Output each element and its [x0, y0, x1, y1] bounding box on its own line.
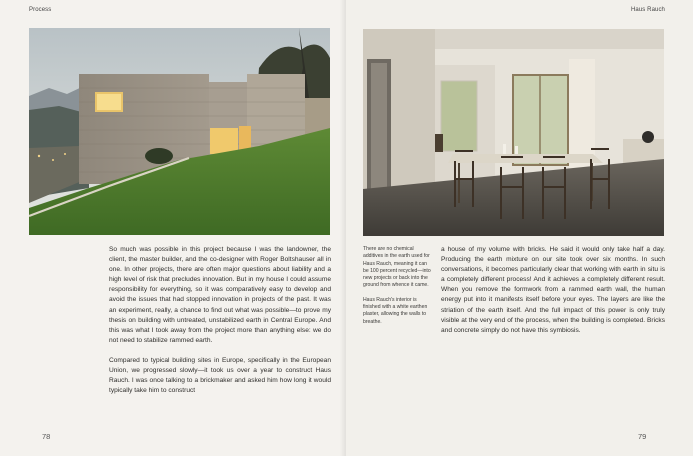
- exterior-photo-image: [29, 28, 330, 235]
- running-head-left: Process: [29, 7, 52, 13]
- interior-photo-image: [363, 29, 664, 236]
- right-page: [346, 0, 693, 456]
- body-paragraph: So much was possible in this project because I was the landowner, the client, the master builder, and the co-designer with Roger Boltshauser all in one. In other projects, there are often major questions about liability and a high level of risk that precludes innovation. But in my house I could assume responsibility for everything, so it was comparatively easy to develop and avoid the issues that had stopped innovation in projects of the past. It was an experiment, really, a chance to find out what was possible—to prove my thesis on building with untreated, unstabilized earth in Central Europe. And this was what I took away from the project more than anything else: we do not need to stabilize rammed earth.: [109, 246, 331, 344]
- caption: There are no chemical additives in the earth used for Haus Rauch, meaning it can be 100 percent recycled—into new projects or back into the ground from whence it came.: [363, 246, 431, 289]
- exterior-photo: [29, 28, 330, 235]
- right-body-text: [441, 245, 665, 336]
- caption: Haus Rauch's interior is finished with a white earthen plaster, allowing the walls to breathe.: [363, 296, 428, 325]
- interior-photo: [363, 29, 664, 236]
- left-body-text: [109, 245, 331, 396]
- body-paragraph: Compared to typical building sites in Europe, specifically in the European Union, we progressed slowly—it took us over a year to construct Haus Rauch. I was once talking to a brickmaker and asked him how long it would typically take him to construct: [109, 356, 331, 395]
- page-number-left: 78: [42, 432, 51, 441]
- page-number-right: 79: [638, 432, 647, 441]
- photo-captions: [363, 246, 431, 326]
- body-paragraph: a house of my volume with bricks. He said it would only take half a day. Producing the earth mixture on our site took over six months. In such conversations, it becomes particularly clear that working with earth in situ is a completely different process! And it achieves a completely different result. When you remove the formwork from a rammed earth wall, the human energy put into it manifests itself before your eyes. The layers are like the striation of the earth itself. And the full impact of this power is only truly visible at the very end of the process, when the building is completed. Bricks and concrete simply do not have this symbiosis.: [441, 246, 665, 334]
- left-page: [0, 0, 346, 456]
- running-head-right: Haus Rauch: [630, 7, 665, 13]
